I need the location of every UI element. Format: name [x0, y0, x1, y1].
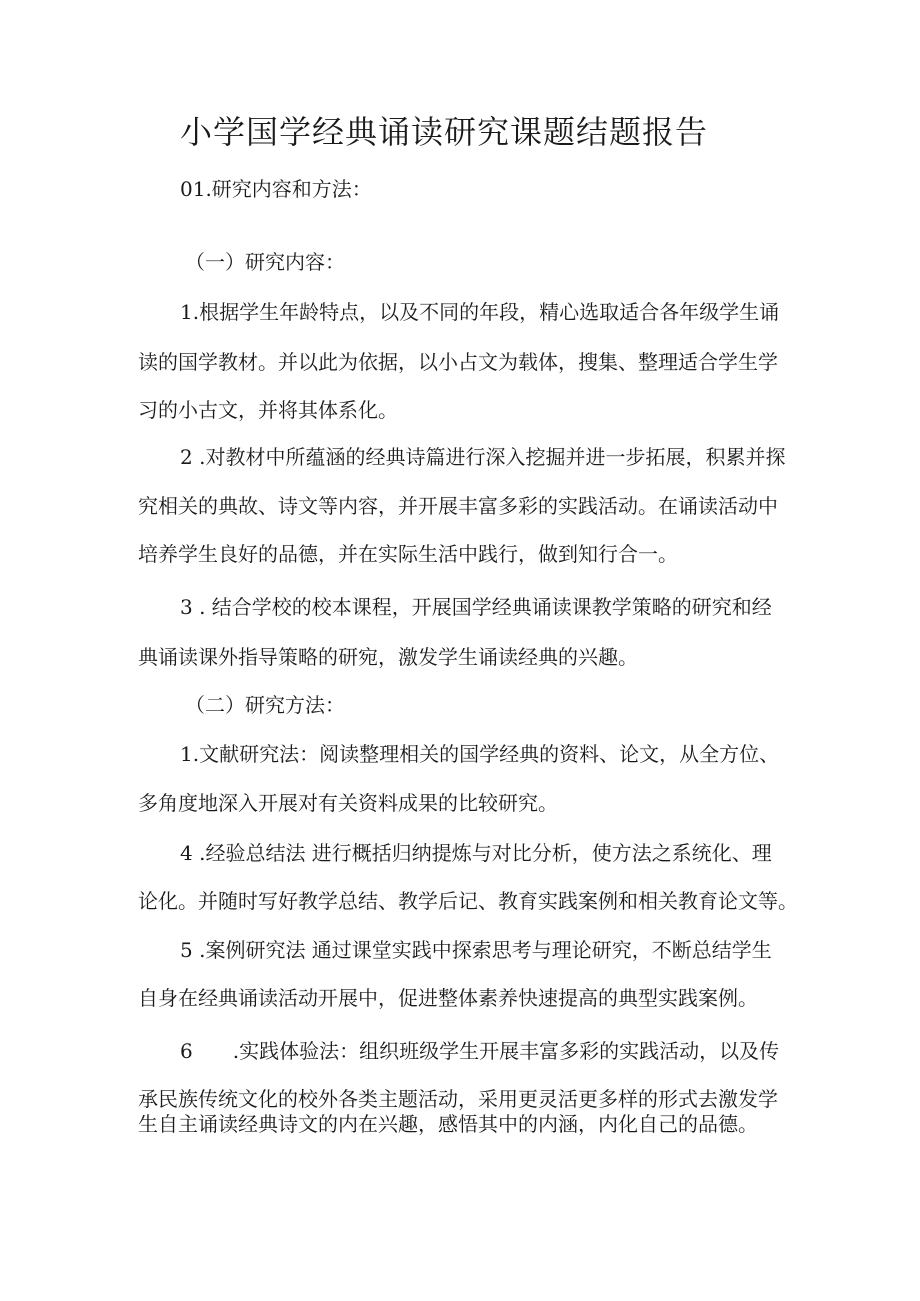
paragraph-line: 承民族传统文化的校外各类主题活动，采用更灵活更多样的形式去激发学: [138, 1087, 778, 1111]
paragraph-line: 6 .实践体验法：组织班级学生开展丰富多彩的实践活动，以及传: [180, 1039, 780, 1063]
paragraph-line: 读的国学教材。并以此为依据，以小占文为载体，搜集、整理适合学生学: [138, 350, 778, 374]
paragraph-line: 4 .经验总结法 进行概括归纳提炼与对比分析，使方法之系统化、理: [180, 841, 772, 865]
paragraph-line: 论化。并随时写好教学总结、教学后记、教育实践案例和相关教育论文等。: [138, 889, 798, 913]
paragraph-line: 2 .对教材中所蕴涵的经典诗篇进行深入挖掘并进一步拓展，积累并探: [180, 445, 786, 469]
section-heading: 01.研究内容和方法：: [180, 177, 372, 201]
paragraph-line: 5 .案例研究法 通过课堂实践中探索思考与理论研究，不断总结学生: [180, 938, 772, 962]
paragraph-line: 1.文献研究法：阅读整理相关的国学经典的资料、论文，从全方位、: [180, 742, 780, 766]
paragraph-line: 自身在经典诵读活动开展中，促进整体素养快速提高的典型实践案例。: [138, 986, 758, 1010]
document-title: 小学国学经典诵读研究课题结题报告: [180, 113, 709, 151]
paragraph-line: 1.根据学生年龄特点，以及不同的年段，精心选取适合各年级学生诵: [180, 300, 780, 324]
subsection-heading-content: （一）研究内容：: [185, 250, 345, 274]
paragraph-line: 习的小古文，并将其体系化。: [138, 398, 398, 422]
paragraph-line: 典诵读课外指导策略的研宛，激发学生诵读经典的兴趣。: [138, 645, 638, 669]
paragraph-line: 生自主诵读经典诗文的内在兴趣，感悟其中的内涵，内化自己的品德。: [138, 1112, 758, 1136]
paragraph-line: 培养学生良好的品德，并在实际生活中践行，做到知行合一。: [138, 542, 678, 566]
paragraph-line: 多角度地深入开展对有关资料成果的比较研究。: [138, 791, 558, 815]
paragraph-line: 3 . 结合学校的校本课程，开展国学经典诵读课教学策略的研究和经: [180, 595, 772, 619]
paragraph-line: 究相关的典故、诗文等内容，并开展丰富多彩的实践活动。在诵读活动中: [138, 494, 778, 518]
subsection-heading-methods: （二）研究方法：: [185, 693, 345, 717]
